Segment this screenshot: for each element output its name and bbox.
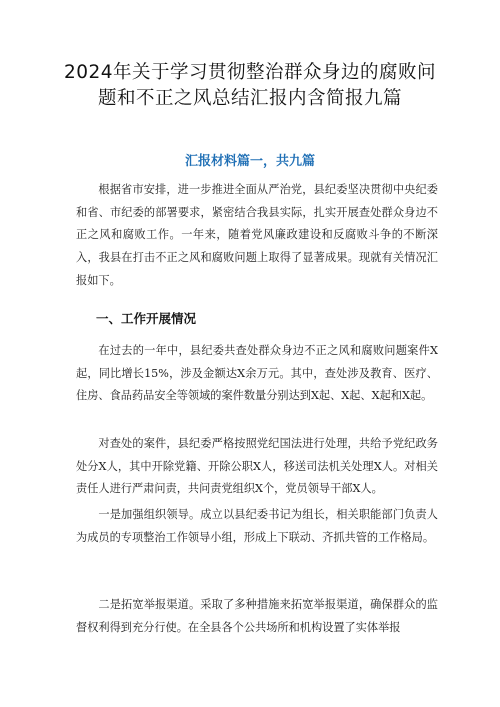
document-subtitle: 汇报材料篇一，共九篇 (184, 154, 315, 169)
document-title: 2024年关于学习贯彻整治群众身边的腐败问题和不正之风总结汇报内含简报九篇 (63, 62, 437, 109)
paragraph-reporting-channels: 二是拓宽举报渠道。采取了多种措施来拓宽举报渠道，确保群众的监督权利得到充分行使。在全县各个公共场所和机构设置了实体举报 (76, 598, 438, 634)
section-heading: 一、工作开展情况 (96, 311, 197, 326)
paragraph-intro: 根据省市安排，进一步推进全面从严治党，县纪委坚决贯彻中央纪委和省、市纪委的部署要求，紧密结合我县实际，扎实开展查处群众身边不正之风和腐败工作。一年来，随着党风廉政建设和反腐败斗争的不断深入，我县在打击不正之风和腐败问题上取得了显著成果。现就有关情况汇报如下。 (76, 183, 438, 287)
paragraph-case-handling: 对查处的案件，县纪委严格按照党纪国法进行处理，共给予党纪政务处分X人，其中开除党籍、开除公职X人，移送司法机关处理X人。对相关责任人进行严肃问责，共问责党组织X个，党员领导干部X人。 (76, 437, 438, 496)
paragraph-case-stats: 在过去的一年中，县纪委共查处群众身边不正之风和腐败问题案件X起，同比增长15%，涉及金额达X余万元。其中，查处涉及教育、医疗、住房、食品药品安全等领域的案件数量分别达到X起、X起、X起和X起。 (76, 344, 438, 403)
paragraph-organization: 一是加强组织领导。成立以县纪委书记为组长，相关职能部门负责人为成员的专项整治工作领导小组，形成上下联动、齐抓共管的工作格局。 (76, 508, 438, 544)
